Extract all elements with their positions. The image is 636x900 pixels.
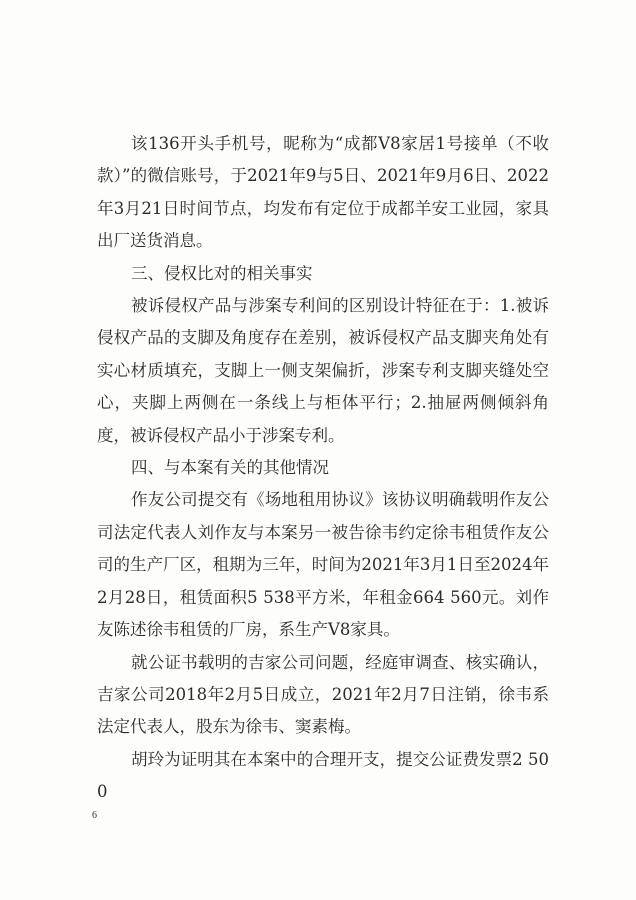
paragraph-lease-agreement: 作友公司提交有《场地租用协议》该协议明确载明作友公司法定代表人刘作友与本案另一被告徐韦约定徐韦租赁作友公司的生产厂区，租期为三年，时间为2021年3月1日至2024年2月28日，租赁面积5 538平方米，年租金664 560元。刘作友陈述徐韦租赁的厂房，系生产V8家具。 — [97, 490, 549, 640]
paragraph-design-differences: 被诉侵权产品与涉案专利间的区别设计特征在于：1.被诉侵权产品的支脚及角度存在差别，被诉侵权产品支脚夹角处有实心材质填充，支脚上一侧支架偏折，涉案专利支脚夹缝处空心，夹脚上两侧在一条线上与柜体平行；2.抽屉两侧倾斜角度，被诉侵权产品小于涉案专利。 — [97, 296, 549, 445]
paragraph-jijia-company: 就公证书载明的吉家公司问题，经庭审调查、核实确认，吉家公司2018年2月5日成立，2021年2月7日注销，徐韦系法定代表人，股东为徐韦、窦素梅。 — [97, 652, 549, 737]
section-heading-infringement-comparison: 三、侵权比对的相关事实 — [131, 263, 313, 283]
paragraph-wechat-account: 该136开头手机号，昵称为“成都V8家居1号接单（不收款）”的微信账号，于2021年9与5日、2021年9月6日、2022年3月21日时间节点，均发布有定位于成都羊安工业园，家具出厂送货消息。 — [97, 134, 549, 251]
page-number: 6 — [92, 810, 97, 821]
document-body — [97, 128, 549, 809]
section-heading-other-circumstances: 四、与本案有关的其他情况 — [131, 458, 329, 478]
paragraph-reasonable-expenses: 胡玲为证明其在本案中的合理开支，提交公证费发票2 500 — [97, 749, 549, 802]
